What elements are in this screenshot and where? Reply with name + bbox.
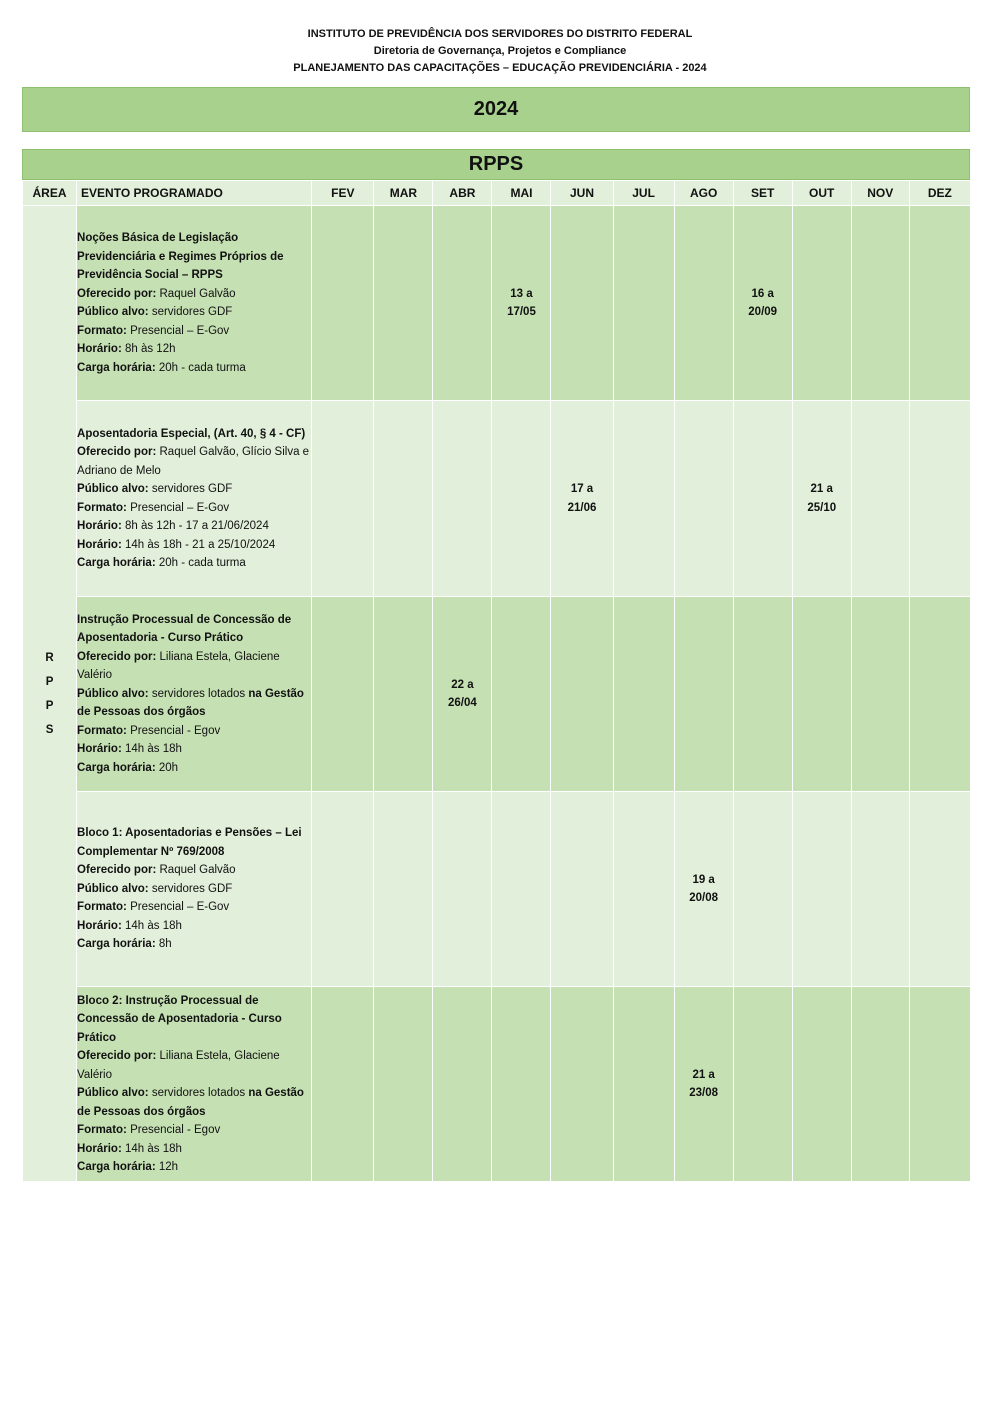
workload-value: 12h xyxy=(155,1161,179,1173)
month-cell-abr xyxy=(433,401,492,597)
format-label: Formato: xyxy=(77,324,127,337)
month-cell-abr xyxy=(433,792,492,987)
format-label: Formato: xyxy=(77,901,127,914)
format-value: Presencial – E-Gov xyxy=(126,901,230,914)
month-cell-set xyxy=(733,206,792,401)
schedule-value: 14h às 18h - 21 a 25/10/2024 xyxy=(121,538,276,551)
event-workload xyxy=(77,759,311,778)
session-date: 26/04 xyxy=(448,697,477,709)
audience-value-bold: na Gestão de Pessoas dos órgãos xyxy=(77,1087,304,1118)
workload-label: Carga horária: xyxy=(77,1161,156,1173)
schedule-label: Horário: xyxy=(77,343,122,355)
event-offered-by xyxy=(77,285,311,304)
month-header: AGO xyxy=(674,181,733,206)
month-cell-out xyxy=(792,206,851,401)
header-plan-title: PLANEJAMENTO DAS CAPACITAÇÕES – EDUCAÇÃO PREVIDENCIÁRIA - 2024 xyxy=(293,62,707,74)
event-schedule xyxy=(77,536,311,555)
month-cell-fev xyxy=(312,792,374,987)
month-cell-jul xyxy=(613,597,674,792)
schedule-label: Horário: xyxy=(77,520,122,532)
schedule-label: Horário: xyxy=(77,743,122,756)
audience-label: Público alvo: xyxy=(77,882,149,895)
event-column-header: EVENTO PROGRAMADO xyxy=(77,181,312,206)
session-date: 20/08 xyxy=(689,892,719,904)
event-cell xyxy=(77,987,312,1182)
month-cell-ago xyxy=(674,597,733,792)
offered-label: Oferecido por xyxy=(77,287,153,300)
session-date: 25/10 xyxy=(807,501,837,514)
month-cell-jul xyxy=(613,206,674,401)
session-date: 16 a xyxy=(751,287,774,300)
session-date: 20/09 xyxy=(748,306,778,318)
offered-value: Raquel Galvão xyxy=(156,864,236,877)
schedule-value: 8h às 12h - 17 a 21/06/2024 xyxy=(121,520,269,532)
month-header: JUL xyxy=(613,181,674,206)
month-header: NOV xyxy=(851,181,909,206)
month-cell-dez xyxy=(909,987,970,1182)
table-row xyxy=(23,792,971,987)
event-format xyxy=(77,1121,311,1140)
event-format xyxy=(77,898,311,917)
month-cell-ago xyxy=(674,206,733,401)
offered-value: Liliana Estela, Glaciene Valério xyxy=(77,650,280,682)
year-banner: 2024 xyxy=(22,87,970,132)
document-header xyxy=(0,0,1000,77)
event-title: Bloco 1: Aposentadorias e Pensões – Lei Complementar Nº 769/2008 xyxy=(77,827,302,858)
offered-label: Oferecido por xyxy=(77,446,153,458)
month-header: MAR xyxy=(374,181,433,206)
month-cell-nov xyxy=(851,987,909,1182)
month-cell-jun xyxy=(551,597,613,792)
month-cell-mar xyxy=(374,597,433,792)
area-letter: R xyxy=(45,651,54,664)
event-audience xyxy=(77,685,311,722)
month-cell-dez xyxy=(909,597,970,792)
month-cell-nov xyxy=(851,597,909,792)
workload-label: Carga horária: xyxy=(77,361,156,374)
audience-label: Público alvo: xyxy=(77,483,149,495)
month-header: SET xyxy=(733,181,792,206)
month-cell-out xyxy=(792,597,851,792)
offered-separator: : xyxy=(152,446,157,458)
month-cell-set xyxy=(733,792,792,987)
header-institution: INSTITUTO DE PREVIDÊNCIA DOS SERVIDORES DO DISTRITO FEDERAL xyxy=(307,28,693,40)
workload-label: Carga horária: xyxy=(77,761,156,774)
month-cell-mar xyxy=(374,792,433,987)
session-date: 21 a xyxy=(692,1068,715,1081)
table-header-row xyxy=(23,181,971,206)
event-format xyxy=(77,322,311,341)
section-banner: RPPS xyxy=(22,149,970,180)
offered-label: Oferecido por xyxy=(77,650,153,663)
area-letter: S xyxy=(45,723,54,736)
workload-value: 20h - cada turma xyxy=(155,361,246,374)
month-cell-mai xyxy=(492,597,551,792)
month-cell-mai xyxy=(492,206,551,401)
event-offered-by xyxy=(77,648,311,685)
workload-value: 20h - cada turma xyxy=(155,557,246,569)
month-cell-dez xyxy=(909,206,970,401)
audience-value-bold: na Gestão de Pessoas dos órgãos xyxy=(77,687,304,719)
event-workload xyxy=(77,935,311,954)
area-letter: P xyxy=(45,675,54,688)
event-format xyxy=(77,499,311,518)
session-date: 21/06 xyxy=(567,501,597,514)
month-cell-set xyxy=(733,987,792,1182)
audience-value: servidores GDF xyxy=(148,483,233,495)
event-audience xyxy=(77,480,311,499)
schedule-value: 14h às 18h xyxy=(121,919,182,932)
audience-label: Público alvo: xyxy=(77,1087,149,1099)
table-row xyxy=(23,206,971,401)
session-date: 19 a xyxy=(692,873,715,886)
event-format xyxy=(77,722,311,741)
event-title: Noções Básica de Legislação Previdenciária e Regimes Próprios de Previdência Social – RPPS xyxy=(77,232,284,281)
schedule-value: 14h às 18h xyxy=(121,1142,182,1155)
event-cell xyxy=(77,401,312,597)
event-schedule xyxy=(77,517,311,536)
month-cell-jun xyxy=(551,401,613,597)
month-cell-abr xyxy=(433,206,492,401)
offered-value: Liliana Estela, Glaciene Valério xyxy=(77,1050,280,1081)
table-row xyxy=(23,597,971,792)
offered-separator: : xyxy=(152,864,157,877)
schedule-label: Horário: xyxy=(77,1142,122,1155)
month-header: DEZ xyxy=(909,181,970,206)
month-cell-set xyxy=(733,401,792,597)
session-date: 13 a xyxy=(510,287,533,300)
workload-value: 8h xyxy=(155,938,172,951)
month-cell-dez xyxy=(909,401,970,597)
event-audience xyxy=(77,880,311,899)
month-cell-jun xyxy=(551,792,613,987)
month-header: MAI xyxy=(492,181,551,206)
schedule-value: 14h às 18h xyxy=(121,743,182,756)
month-cell-jul xyxy=(613,987,674,1182)
month-cell-fev xyxy=(312,206,374,401)
workload-value: 20h xyxy=(155,761,179,774)
month-cell-abr xyxy=(433,987,492,1182)
session-date: 17 a xyxy=(570,483,594,495)
format-value: Presencial - Egov xyxy=(126,724,221,737)
format-value: Presencial – E-Gov xyxy=(126,501,230,514)
month-cell-out xyxy=(792,792,851,987)
table-row xyxy=(23,401,971,597)
month-cell-mar xyxy=(374,987,433,1182)
audience-value: servidores lotados xyxy=(148,1087,249,1099)
event-offered-by xyxy=(77,1047,311,1084)
event-cell xyxy=(77,792,312,987)
month-cell-fev xyxy=(312,597,374,792)
header-directorate: Diretoria de Governança, Projetos e Compliance xyxy=(373,45,627,57)
month-cell-jul xyxy=(613,792,674,987)
month-cell-mar xyxy=(374,206,433,401)
table-row xyxy=(23,987,971,1182)
schedule-label: Horário: xyxy=(77,919,122,932)
month-cell-mar xyxy=(374,401,433,597)
format-label: Formato: xyxy=(77,1124,127,1136)
month-cell-mai xyxy=(492,401,551,597)
offered-separator: : xyxy=(152,1050,157,1062)
month-cell-ago xyxy=(674,401,733,597)
area-label xyxy=(23,646,76,742)
event-workload xyxy=(77,554,311,573)
event-workload xyxy=(77,359,311,378)
session-date: 22 a xyxy=(451,678,474,691)
offered-value: Raquel Galvão xyxy=(156,287,236,300)
event-offered-by xyxy=(77,443,311,480)
offered-value: Raquel Galvão, Glício Silva e Adriano de Melo xyxy=(77,446,310,477)
month-cell-nov xyxy=(851,401,909,597)
format-label: Formato: xyxy=(77,724,127,737)
month-cell-nov xyxy=(851,206,909,401)
audience-value: servidores lotados xyxy=(148,687,249,700)
event-schedule xyxy=(77,340,311,359)
event-audience xyxy=(77,303,311,322)
area-cell xyxy=(23,206,77,1182)
event-schedule xyxy=(77,740,311,759)
event-offered-by xyxy=(77,861,311,880)
month-cell-out xyxy=(792,987,851,1182)
area-column-header: ÁREA xyxy=(23,181,77,206)
offered-label: Oferecido por xyxy=(77,1050,153,1062)
audience-label: Público alvo: xyxy=(77,306,149,318)
format-label: Formato: xyxy=(77,501,127,514)
month-cell-jun xyxy=(551,987,613,1182)
session-date: 23/08 xyxy=(689,1087,719,1099)
area-letter: P xyxy=(45,699,54,712)
event-audience xyxy=(77,1084,311,1121)
schedule-label: Horário: xyxy=(77,538,122,551)
event-workload xyxy=(77,1158,311,1177)
month-cell-jul xyxy=(613,401,674,597)
event-cell xyxy=(77,206,312,401)
month-cell-mai xyxy=(492,792,551,987)
audience-value: servidores GDF xyxy=(148,882,233,895)
month-cell-ago xyxy=(674,987,733,1182)
format-value: Presencial - Egov xyxy=(126,1124,221,1136)
month-header: JUN xyxy=(551,181,613,206)
month-cell-mai xyxy=(492,987,551,1182)
month-cell-set xyxy=(733,597,792,792)
month-cell-fev xyxy=(312,987,374,1182)
event-schedule xyxy=(77,1140,311,1159)
month-header: OUT xyxy=(792,181,851,206)
month-cell-nov xyxy=(851,792,909,987)
session-date: 21 a xyxy=(810,483,833,495)
event-cell xyxy=(77,597,312,792)
session-date: 17/05 xyxy=(507,306,536,318)
event-title: Bloco 2: Instrução Processual de Concessão de Aposentadoria - Curso Prático xyxy=(77,994,282,1044)
workload-label: Carga horária: xyxy=(77,938,156,951)
audience-value: servidores GDF xyxy=(148,306,233,318)
workload-label: Carga horária: xyxy=(77,557,156,569)
event-schedule xyxy=(77,917,311,936)
month-cell-ago xyxy=(674,792,733,987)
month-cell-dez xyxy=(909,792,970,987)
event-title: Instrução Processual de Concessão de Aposentadoria - Curso Prático xyxy=(77,613,292,645)
month-header: ABR xyxy=(433,181,492,206)
audience-label: Público alvo: xyxy=(77,687,149,700)
offered-separator: : xyxy=(152,287,157,300)
schedule-value: 8h às 12h xyxy=(121,343,176,355)
month-cell-abr xyxy=(433,597,492,792)
month-cell-jun xyxy=(551,206,613,401)
offered-label: Oferecido por xyxy=(77,864,153,877)
month-cell-out xyxy=(792,401,851,597)
month-cell-fev xyxy=(312,401,374,597)
offered-separator: : xyxy=(152,650,157,663)
event-title: Aposentadoria Especial, (Art. 40, § 4 - CF) xyxy=(77,427,306,440)
format-value: Presencial – E-Gov xyxy=(126,324,230,337)
month-header: FEV xyxy=(312,181,374,206)
training-schedule-table xyxy=(22,180,971,1182)
